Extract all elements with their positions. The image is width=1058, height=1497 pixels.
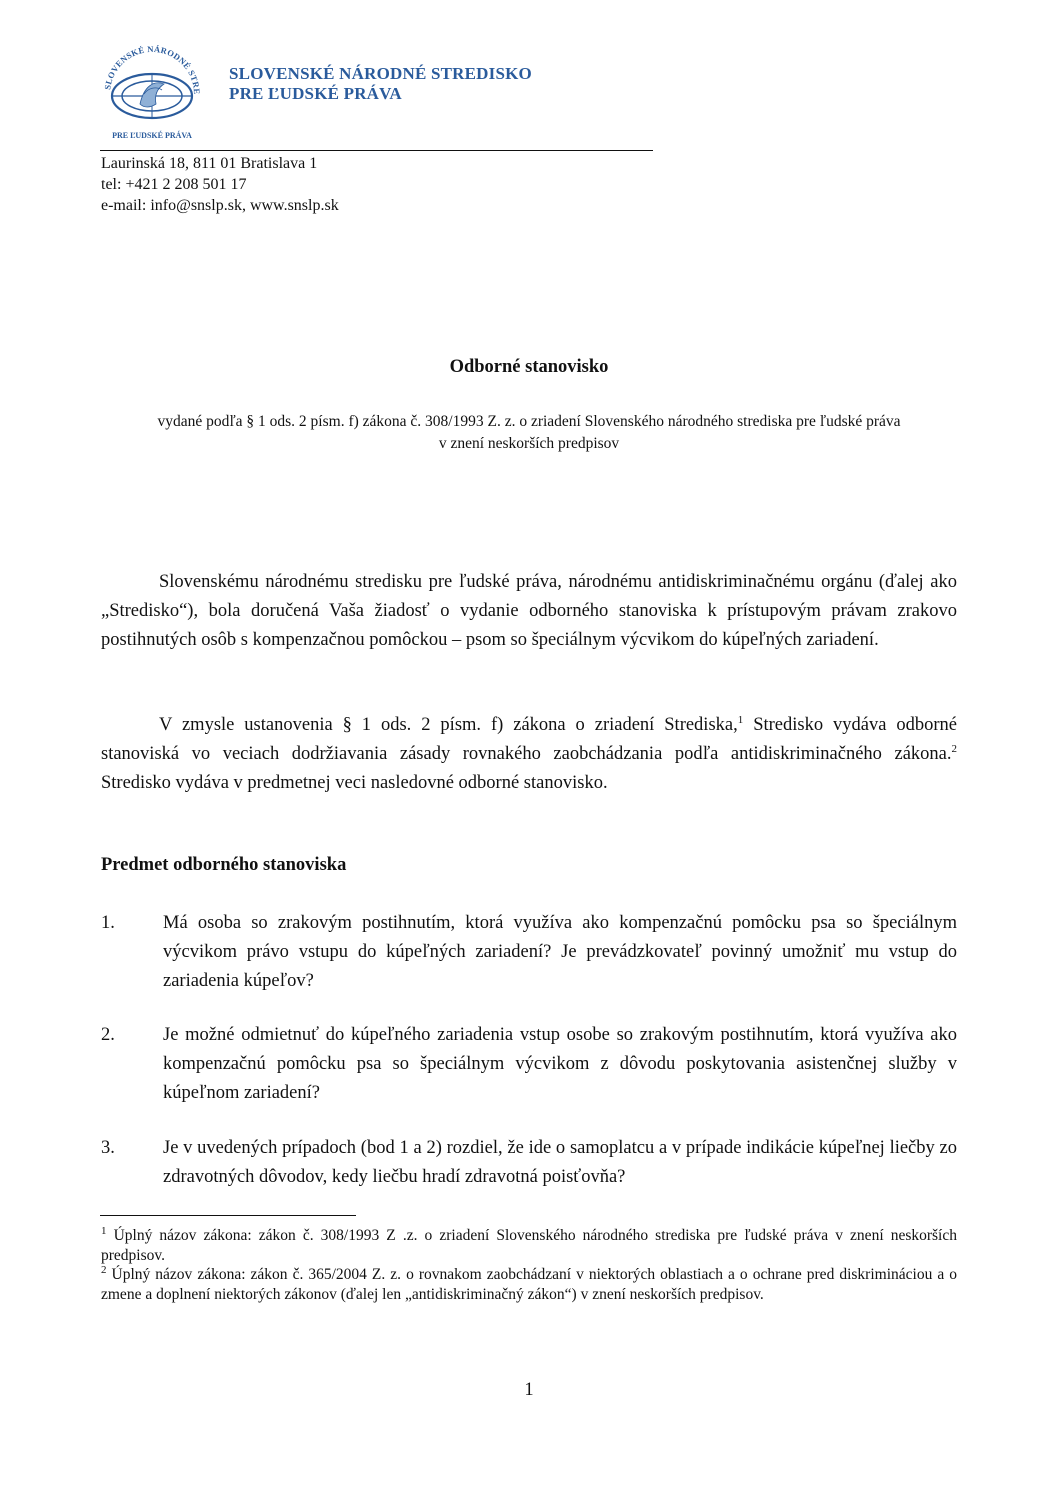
header-divider	[100, 150, 653, 151]
legal-basis-paragraph	[101, 711, 957, 798]
document-subtitle	[100, 411, 958, 455]
list-item	[101, 1021, 957, 1108]
list-item-number: 2.	[101, 1025, 115, 1045]
organization-name-line2: PRE ĽUDSKÉ PRÁVA	[229, 84, 402, 103]
footnote-mark: 1	[101, 1224, 107, 1237]
list-item-number: 3.	[101, 1138, 115, 1158]
footnote-1	[101, 1226, 957, 1265]
list-item-text: Je v uvedených prípadoch (bod 1 a 2) rozdiel, že ide o samoplatcu a v prípade indikácie kúpeľnej liečby zo zdravotných dôvodov, kedy liečbu hradí zdravotná poisťovňa?	[163, 1138, 957, 1187]
subtitle-line2: v znení neskorších predpisov	[438, 435, 620, 452]
organization-name	[229, 64, 532, 104]
svg-text:PRE ĽUDSKÉ PRÁVA: PRE ĽUDSKÉ PRÁVA	[112, 131, 192, 140]
list-item-text: Má osoba so zrakovým postihnutím, ktorá využíva ako kompenzačnú pomôcku psa so špeciálnym výcvikom právo vstupu do kúpeľných zariadení? Je prevádzkovateľ povinný umožniť mu vstup do zariadenia kúpeľov?	[163, 913, 957, 991]
contact-block	[101, 153, 339, 216]
paragraph2-part2: Stredisko vydáva odborné stanoviská vo veciach dodržiavania zásady rovnakého zaobchádzania podľa antidiskriminačného zákona.	[101, 715, 957, 764]
page-number: 1	[524, 1380, 534, 1400]
email-web: e-mail: info@snslp.sk, www.snslp.sk	[101, 197, 339, 214]
svg-text:SLOVENSKÉ NÁRODNÉ STREDISKO: SLOVENSKÉ NÁRODNÉ STRE	[102, 43, 203, 95]
footnote-ref-1[interactable]: 1	[737, 713, 744, 726]
footnote-text: Úplný názov zákona: zákon č. 365/2004 Z. z. o rovnakom zaobchádzaní v niektorých oblastiach a o ochrane pred diskrimináciou a o zmene a doplnení niektorých zákonov (ďalej len „antidiskriminačný zákon“) v znení neskorších predpisov.	[101, 1266, 957, 1303]
document-title: Odborné stanovisko	[449, 357, 609, 377]
intro-paragraph: Slovenskému národnému stredisku pre ľudské práva, národnému antidiskriminačnému orgánu (ďalej ako „Stredisko“), bola doručená Vaša žiadosť o vydanie odborného stanoviska k prístupovým právam zrakovo postihnutých osôb s kompenzačnou pomôckou – psom so špeciálnym výcvikom do kúpeľných zariadení.	[101, 572, 957, 650]
list-item	[101, 909, 957, 996]
footnote-ref-2[interactable]: 2	[951, 742, 957, 755]
list-item-text: Je možné odmietnuť do kúpeľného zariadenia vstup osobe so zrakovým postihnutím, ktorá využíva ako kompenzačnú pomôcku psa so špeciálnym výcvikom z dôvodu poskytovania asistenčnej služby v kúpeľnom zariadení?	[163, 1025, 957, 1103]
address: Laurinská 18, 811 01 Bratislava 1	[101, 155, 318, 172]
footnotes	[101, 1226, 957, 1304]
paragraph2-part3: Stredisko vydáva v predmetnej veci nasledovné odborné stanovisko.	[101, 773, 608, 793]
organization-name-line1: SLOVENSKÉ NÁRODNÉ STREDISKO	[229, 64, 532, 83]
paragraph2-part1: V zmysle ustanovenia § 1 ods. 2 písm. f) zákona o zriadení Strediska,	[159, 715, 738, 735]
organization-logo	[96, 34, 208, 144]
phone: tel: +421 2 208 501 17	[101, 176, 247, 193]
footnote-2	[101, 1265, 957, 1304]
list-item-number: 1.	[101, 913, 115, 933]
subtitle-line1: vydané podľa § 1 ods. 2 písm. f) zákona č. 308/1993 Z. z. o zriadení Slovenského národného strediska pre ľudské práva	[157, 413, 901, 430]
footnote-divider	[100, 1215, 356, 1216]
footnote-text: Úplný názov zákona: zákon č. 308/1993 Z .z. o zriadení Slovenského národného strediska pre ľudské práva v znení neskorších predpisov.	[101, 1227, 957, 1264]
section-heading: Predmet odborného stanoviska	[101, 855, 347, 875]
list-item	[101, 1134, 957, 1192]
footnote-mark: 2	[101, 1263, 107, 1276]
